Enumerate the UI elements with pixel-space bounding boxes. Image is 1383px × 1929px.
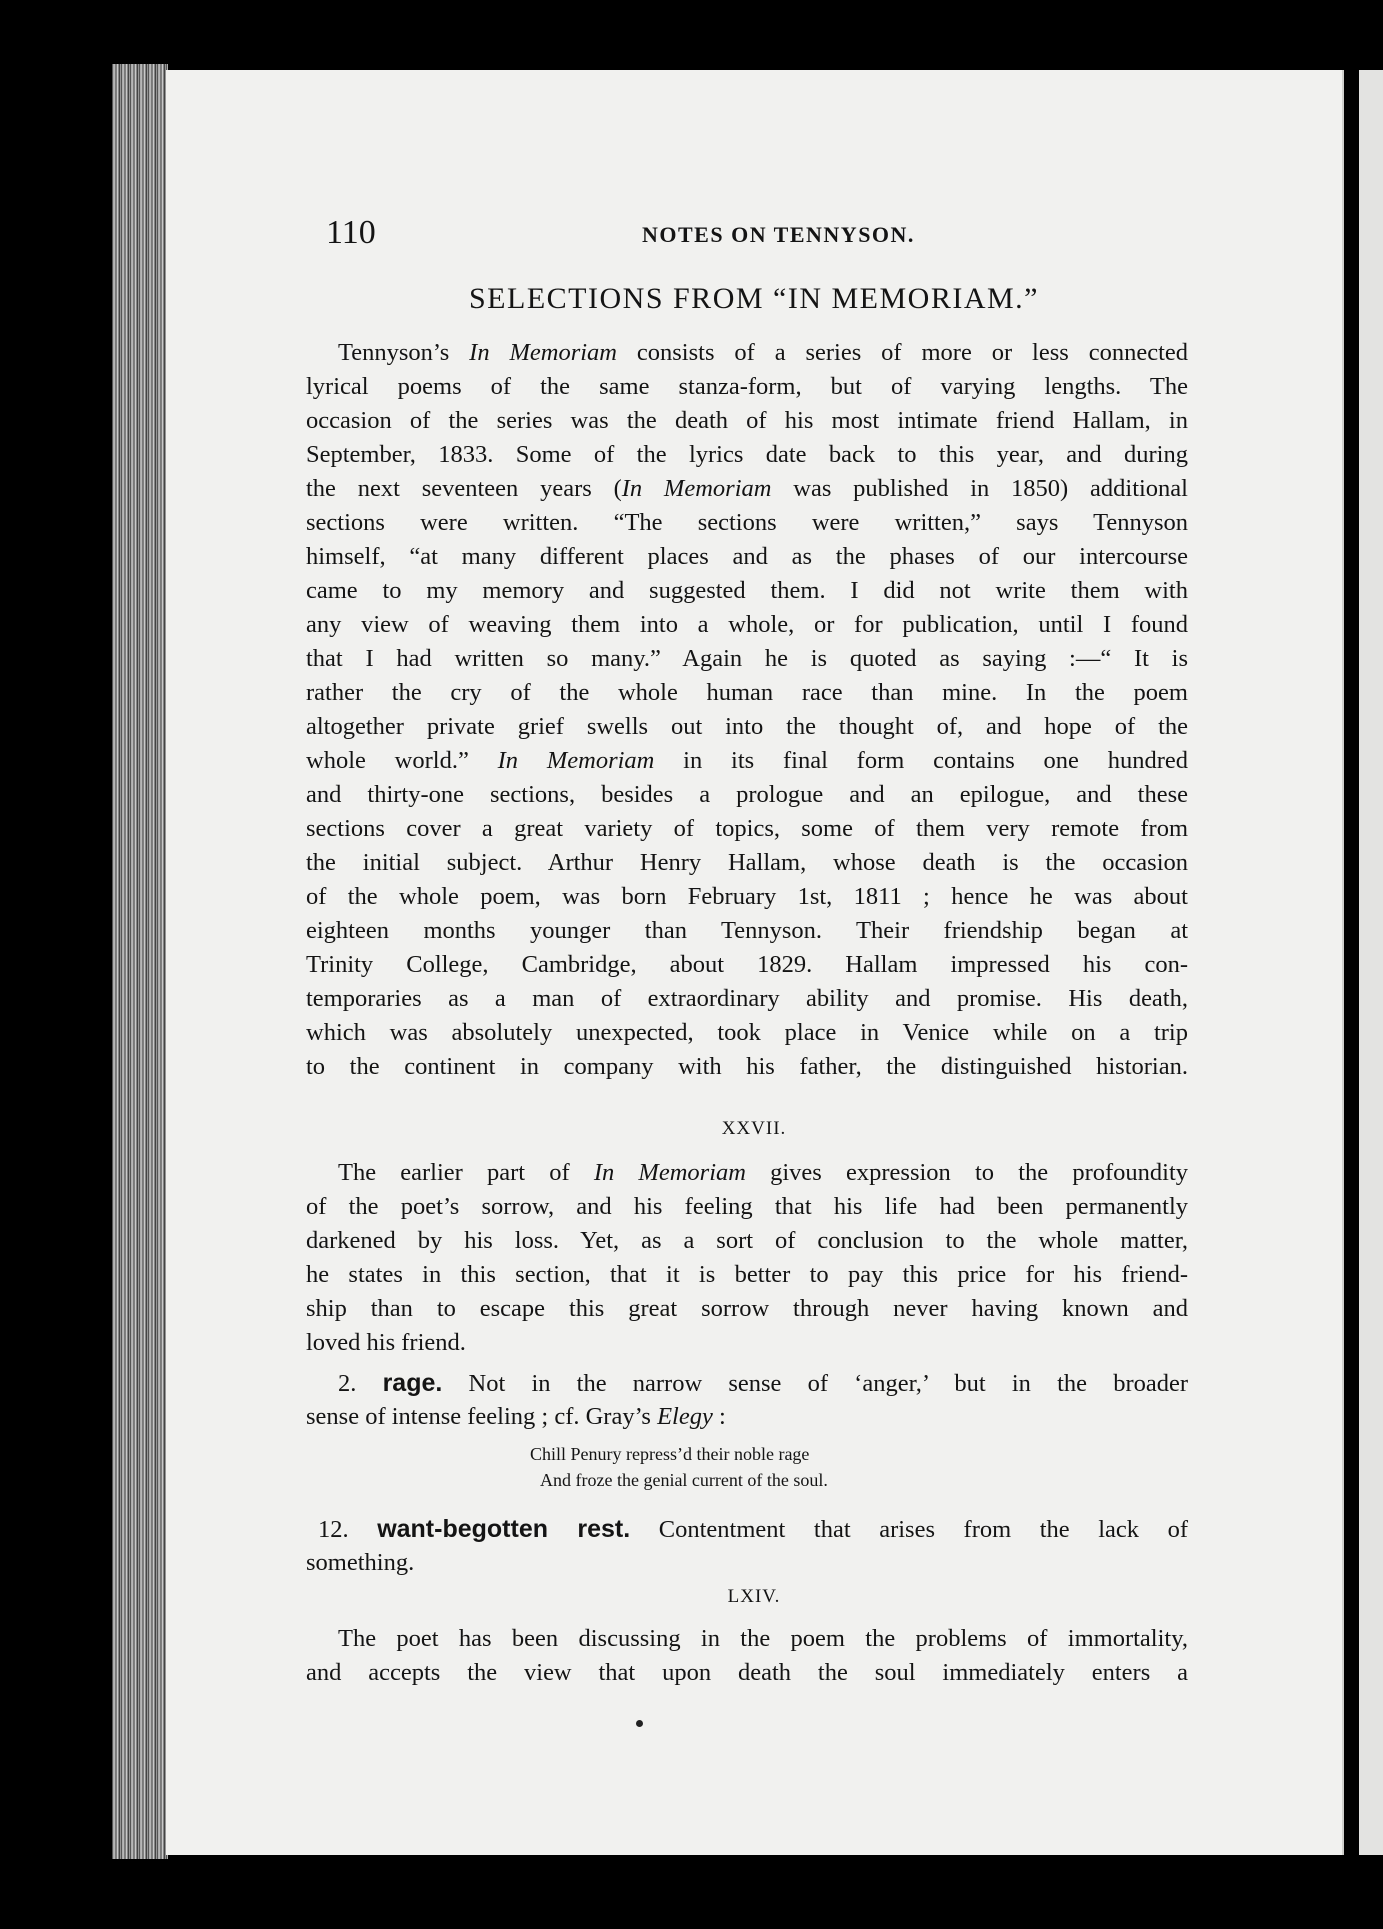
punctuation: : [718, 1403, 726, 1430]
paragraph-line: ship than to escape this great sorrow through never having known and [306, 1295, 1188, 1322]
paragraph-line: occasion of the series was the death of his most intimate friend Hallam, in [306, 407, 1188, 434]
note-rage-line [338, 1366, 1188, 1400]
opposite-page-edge [1359, 70, 1383, 1855]
paragraph-line: that I had written so many.” Again he is quoted as saying :—“ It is [306, 645, 1188, 672]
section-numeral-lxiv: LXIV. [727, 1586, 781, 1607]
note-text: Contentment that arises from the lack of [658, 1516, 1188, 1543]
note-number: 12. [318, 1516, 349, 1543]
running-head: NOTES ON TENNYSON. [642, 222, 915, 247]
paragraph-line: whole world.” In Memoriam in its final form contains one hundred [306, 747, 1189, 774]
section-numeral-xxvii: XXVII. [721, 1118, 787, 1139]
paragraph-line: lyrical poems of the same stanza-form, but of varying lengths. The [306, 373, 1188, 400]
paragraph-line: to the continent in company with his father, the distinguished historian. [306, 1053, 1188, 1080]
paragraph-line: sections cover a great variety of topics, some of them very remote from [306, 815, 1188, 842]
paragraph-line: eighteen months younger than Tennyson. Their friendship began at [306, 917, 1188, 944]
paragraph-line: rather the cry of the whole human race than mine. In the poem [306, 679, 1188, 706]
paragraph-line: sections were written. “The sections were written,” says Tennyson [306, 509, 1188, 536]
paragraph-line: any view of weaving them into a whole, or for publication, until I found [306, 611, 1188, 638]
book-page [166, 70, 1344, 1855]
paragraph-line: which was absolutely unexpected, took place in Venice while on a trip [306, 1019, 1188, 1046]
quotation-line: Chill Penury repress’d their noble rage [530, 1444, 810, 1464]
paragraph-line: The earlier part of In Memoriam gives expression to the profoundity [338, 1159, 1188, 1186]
quotation-line: And froze the genial current of the soul. [540, 1470, 828, 1490]
note-text: sense of intense feeling ; cf. Gray’s [306, 1403, 651, 1430]
work-title: In Memoriam [621, 475, 772, 502]
note-term: want-begotten rest. [377, 1515, 631, 1543]
work-title: Elegy [657, 1403, 713, 1430]
paragraph-line: Tennyson’s In Memoriam consists of a series of more or less connected [338, 339, 1188, 366]
paragraph-line: darkened by his loss. Yet, as a sort of conclusion to the whole matter, [306, 1227, 1188, 1254]
paragraph-line: altogether private grief swells out into the thought of, and hope of the [306, 713, 1188, 740]
paragraph-line: September, 1833. Some of the lyrics date back to this year, and during [306, 441, 1188, 468]
paragraph-line: and thirty-one sections, besides a prologue and an epilogue, and these [306, 781, 1188, 808]
note-want-line-2: something. [306, 1549, 415, 1576]
book-page-edges [112, 64, 168, 1859]
paragraph-line: Trinity College, Cambridge, about 1829. Hallam impressed his con- [306, 951, 1188, 978]
paragraph-line: came to my memory and suggested them. I did not write them with [306, 577, 1188, 604]
paragraph-line: the initial subject. Arthur Henry Hallam, whose death is the occasion [306, 849, 1188, 876]
paragraph-line: the next seventeen years (In Memoriam was published in 1850) additional [306, 475, 1188, 502]
section-title: SELECTIONS FROM “IN MEMORIAM.” [469, 282, 1039, 315]
note-want-line [318, 1512, 1188, 1546]
paragraph-line: he states in this section, that it is better to pay this price for his friend- [306, 1261, 1188, 1288]
work-title: In Memoriam [593, 1159, 746, 1186]
note-text: Not in the narrow sense of ‘anger,’ but in the broader [468, 1370, 1189, 1397]
paragraph-line: and accepts the view that upon death the soul immediately enters a [306, 1659, 1188, 1686]
paragraph-line: of the poet’s sorrow, and his feeling that his life had been permanently [306, 1193, 1188, 1220]
paragraph-line: of the whole poem, was born February 1st, 1811 ; hence he was about [306, 883, 1188, 910]
note-number: 2. [338, 1370, 357, 1397]
paragraph-line: The poet has been discussing in the poem the problems of immortality, [338, 1625, 1188, 1652]
work-title: In Memoriam [469, 339, 617, 366]
paragraph-line: himself, “at many different places and as the phases of our intercourse [306, 543, 1188, 570]
work-title: In Memoriam [497, 747, 655, 774]
note-term: rage. [382, 1369, 443, 1397]
note-rage-line-2 [306, 1400, 726, 1434]
paragraph-line: temporaries as a man of extraordinary ability and promise. His death, [306, 985, 1188, 1012]
page-number: 110 [326, 214, 376, 251]
ink-speck [636, 1720, 643, 1727]
paragraph-line: loved his friend. [306, 1329, 466, 1356]
